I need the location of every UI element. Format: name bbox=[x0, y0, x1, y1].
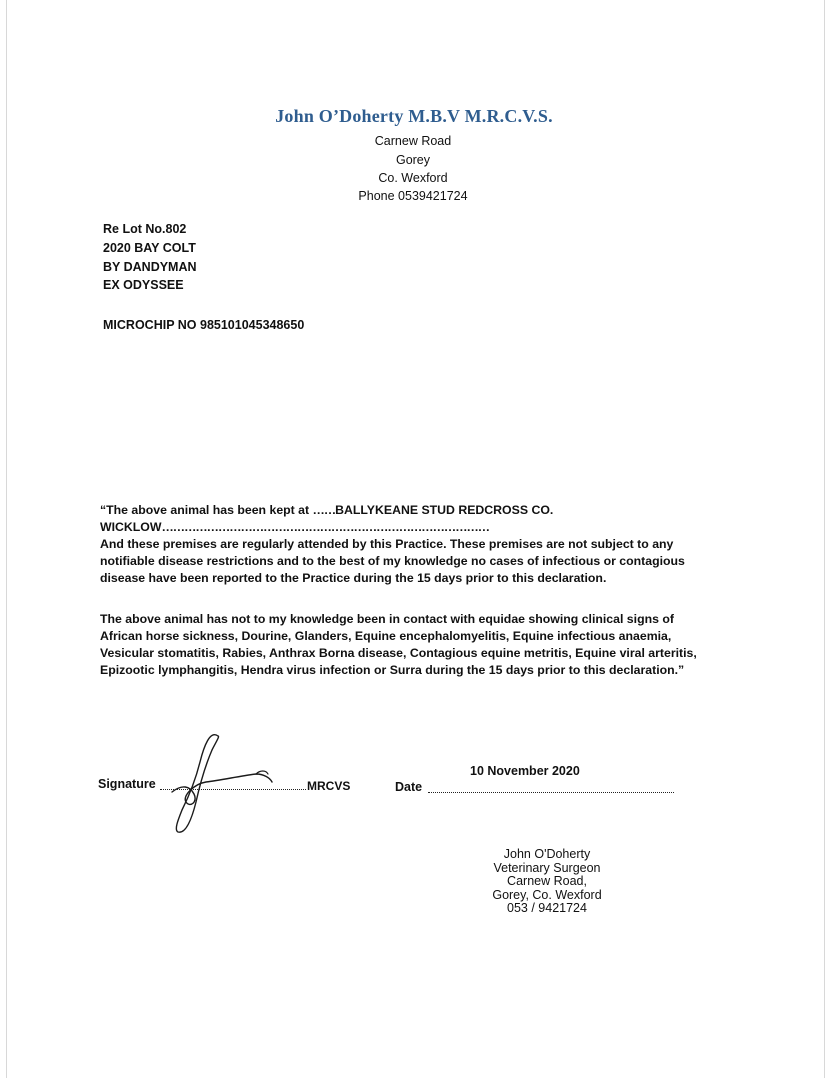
declaration-paragraph-1 bbox=[100, 502, 718, 587]
stamp-line-phone: 053 / 9421724 bbox=[507, 901, 587, 915]
letterhead-address-line2: Gorey bbox=[395, 153, 431, 167]
mrcvs-label: MRCVS bbox=[307, 779, 351, 793]
page-edge-right bbox=[824, 0, 825, 1078]
declaration-dots-b: …………………………………………………………………………… bbox=[161, 520, 490, 534]
letterhead-address-line3: Co. Wexford bbox=[378, 171, 448, 185]
declaration-premises-b: WICKLOW bbox=[100, 520, 162, 534]
declaration-paragraph-2: The above animal has not to my knowledge been in contact with equidae showing clinical signs of African horse sickness, Dourine, Glanders, Equine encephalomyelitis, Equine infectious anaemia, Vesicular stomatitis, Rabies, Anthrax Borna disease, Contagious equine metritis, Equine viral arteritis, Epizootic lymphangitis, Hendra virus infection or Surra during the 15 days prior to this declaration.” bbox=[100, 612, 697, 677]
date-label: Date bbox=[395, 780, 423, 794]
stamp-line-name: John O'Doherty bbox=[503, 847, 591, 861]
date-dotted-line bbox=[428, 792, 674, 793]
declaration-premises-a: BALLYKEANE STUD REDCROSS CO. bbox=[335, 503, 554, 517]
reference-description: 2020 BAY COLT bbox=[103, 241, 196, 255]
letterhead-address-line1: Carnew Road bbox=[374, 134, 452, 148]
reference-microchip: MICROCHIP NO 985101045348650 bbox=[103, 318, 305, 332]
page-edge-left bbox=[6, 0, 7, 1078]
practice-stamp bbox=[462, 848, 632, 916]
date-value: 10 November 2020 bbox=[470, 764, 580, 778]
handwritten-signature bbox=[160, 728, 280, 838]
letterhead-name: John O’Doherty M.B.V M.R.C.V.S. bbox=[275, 106, 553, 126]
reference-dam: EX ODYSSEE bbox=[103, 278, 184, 292]
reference-sire: BY DANDYMAN bbox=[103, 260, 197, 274]
stamp-line-road: Carnew Road, bbox=[507, 874, 587, 888]
declaration-paragraph-1-rest: And these premises are regularly attended by this Practice. These premises are not subject to any notifiable disease restrictions and to the best of my knowledge no cases of infectious or contagious disease have been reported to the Practice during the 15 days prior to this declaration. bbox=[100, 537, 685, 585]
stamp-line-town: Gorey, Co. Wexford bbox=[492, 887, 602, 902]
declaration-intro: “The above animal has been kept at bbox=[100, 503, 313, 517]
signature-label bbox=[98, 777, 156, 791]
letterhead-phone: Phone 0539421724 bbox=[358, 189, 468, 203]
signature-label-text: Signature bbox=[98, 777, 156, 791]
stamp-line-title: Veterinary Surgeon bbox=[493, 860, 601, 875]
reference-lot: Re Lot No.802 bbox=[103, 222, 187, 236]
declaration-dots-a: …… bbox=[312, 503, 336, 517]
